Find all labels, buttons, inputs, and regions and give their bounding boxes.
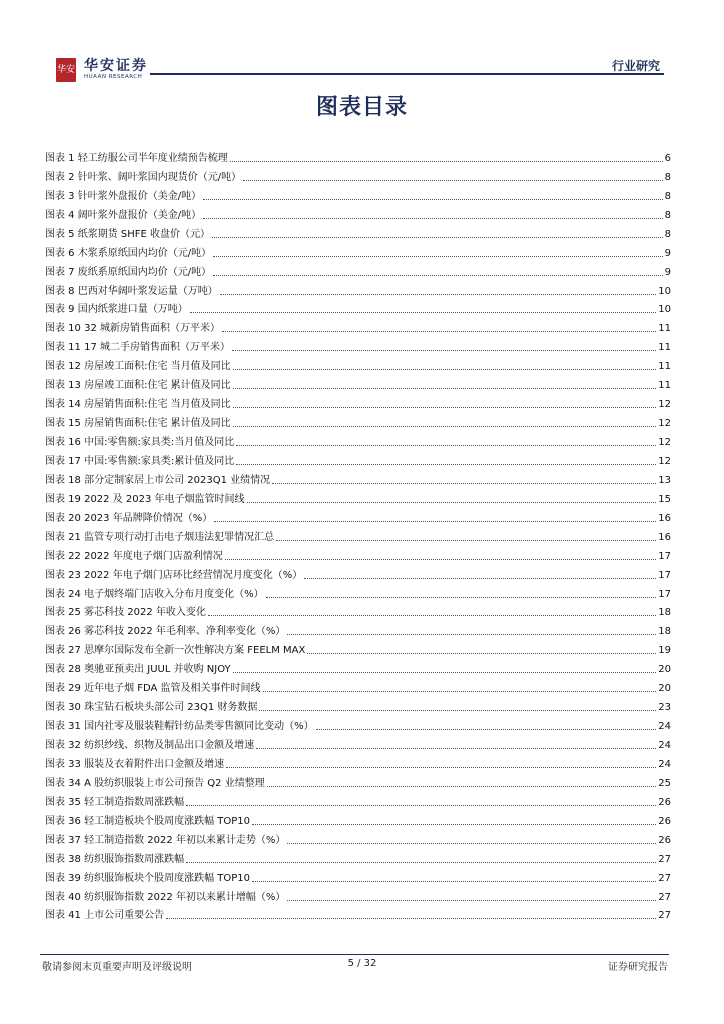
toc-entry-page: 23 bbox=[658, 702, 671, 714]
toc-entry-label: 图表 8 巴西对华阔叶浆发运量（万吨） bbox=[45, 285, 218, 297]
toc-leader-dots bbox=[276, 540, 656, 541]
toc-entry-page: 13 bbox=[658, 474, 671, 486]
toc-entry[interactable] bbox=[45, 771, 671, 790]
toc-entry[interactable] bbox=[45, 638, 671, 657]
toc-entry-label: 图表 4 阔叶浆外盘报价（美金/吨） bbox=[45, 209, 202, 221]
toc-leader-dots bbox=[233, 672, 657, 673]
toc-entry-page: 27 bbox=[658, 891, 671, 903]
toc-entry[interactable] bbox=[45, 222, 671, 241]
toc-entry-page: 20 bbox=[658, 683, 671, 695]
toc-leader-dots bbox=[213, 256, 663, 257]
toc-entry-page: 16 bbox=[658, 512, 671, 524]
brand-block bbox=[84, 59, 148, 81]
toc-entry-label: 图表 9 国内纸浆进口量（万吨） bbox=[45, 304, 188, 316]
toc-leader-dots bbox=[226, 767, 656, 768]
toc-entry-label: 图表 14 房屋销售面积:住宅 当月值及同比 bbox=[45, 399, 231, 411]
toc-entry-page: 26 bbox=[658, 815, 671, 827]
toc-entry-label: 图表 17 中国:零售额:家具类:累计值及同比 bbox=[45, 455, 235, 467]
toc-entry-page: 24 bbox=[658, 758, 671, 770]
toc-entry-label: 图表 36 轻工制造板块个股周度涨跌幅 TOP10 bbox=[45, 815, 250, 827]
toc-leader-dots bbox=[212, 237, 663, 238]
toc-entry-page: 12 bbox=[658, 455, 671, 467]
toc-entry[interactable] bbox=[45, 525, 671, 544]
toc-entry-page: 11 bbox=[658, 380, 671, 392]
toc-entry[interactable] bbox=[45, 468, 671, 487]
toc-entry[interactable] bbox=[45, 904, 671, 923]
toc-entry-label: 图表 33 服装及衣着附件出口金额及增速 bbox=[45, 758, 225, 770]
toc-entry-label: 图表 16 中国:零售额:家具类:当月值及同比 bbox=[45, 437, 235, 448]
toc-entry-label: 图表 29 近年电子烟 FDA 监管及相关事件时间线 bbox=[45, 683, 261, 695]
toc-entry-label: 图表 31 国内社零及服装鞋帽针纺品类零售额同比变动（%） bbox=[45, 721, 314, 733]
toc-entry-page: 24 bbox=[658, 721, 671, 733]
toc-entry[interactable] bbox=[45, 373, 671, 392]
toc-leader-dots bbox=[232, 350, 656, 351]
toc-entry-label: 图表 38 纺织服饰指数周涨跌幅 bbox=[45, 853, 185, 865]
toc-entry[interactable] bbox=[45, 354, 671, 373]
toc-entry-label: 图表 23 2022 年电子烟门店环比经营情况月度变化（%） bbox=[45, 569, 303, 581]
toc-entry[interactable] bbox=[45, 449, 671, 468]
toc-entry-page: 12 bbox=[658, 418, 671, 430]
page-title: 图表目录 bbox=[315, 95, 408, 120]
toc-leader-dots bbox=[307, 653, 656, 654]
toc-leader-dots bbox=[233, 426, 657, 427]
toc-entry[interactable] bbox=[45, 165, 671, 184]
toc-entry-page: 6 bbox=[664, 152, 671, 164]
toc-entry-label: 图表 40 纺织服饰指数 2022 年初以来累计增幅（%） bbox=[45, 891, 286, 903]
toc-entry-page: 17 bbox=[658, 569, 671, 581]
toc-leader-dots bbox=[263, 691, 657, 692]
toc-entry-label: 图表 21 监管专项行动打击电子烟违法犯罪情况汇总 bbox=[45, 531, 275, 543]
page-number: 5 / 32 bbox=[347, 958, 377, 969]
toc-entry-label: 图表 22 2022 年度电子烟门店盈利情况 bbox=[45, 550, 223, 562]
toc-entry-page: 26 bbox=[658, 834, 671, 846]
toc-leader-dots bbox=[220, 294, 657, 295]
toc-entry-page: 10 bbox=[658, 285, 671, 297]
brand-english: HUAAN RESEARCH bbox=[84, 74, 143, 80]
toc-entry-page: 10 bbox=[658, 304, 671, 316]
toc-entry-label: 图表 19 2022 及 2023 年电子烟监管时间线 bbox=[45, 493, 245, 505]
toc-leader-dots bbox=[256, 748, 656, 749]
toc-leader-dots bbox=[287, 843, 656, 844]
toc-leader-dots bbox=[252, 881, 656, 882]
toc-entry-label: 图表 26 雾芯科技 2022 年毛利率、净利率变化（%） bbox=[45, 626, 286, 638]
toc-leader-dots bbox=[287, 900, 656, 901]
toc-entry-page: 11 bbox=[658, 323, 671, 335]
toc-entry-label: 图表 11 17 城二手房销售面积（万平米） bbox=[45, 342, 230, 354]
toc-leader-dots bbox=[225, 559, 657, 560]
toc-entry-page: 18 bbox=[658, 626, 671, 638]
toc-entry-page: 15 bbox=[658, 493, 671, 505]
toc-entry[interactable] bbox=[45, 563, 671, 582]
toc-entry-label: 图表 13 房屋竣工面积:住宅 累计值及同比 bbox=[45, 380, 231, 392]
toc-entry[interactable] bbox=[45, 582, 671, 601]
toc-leader-dots bbox=[287, 634, 656, 635]
toc-entry-label: 图表 7 废纸系原纸国内均价（元/吨） bbox=[45, 266, 212, 278]
toc-entry-page: 12 bbox=[658, 437, 671, 448]
toc-entry-page: 27 bbox=[658, 872, 671, 884]
toc-entry[interactable] bbox=[45, 847, 671, 866]
toc-leader-dots bbox=[272, 483, 656, 484]
toc-entry[interactable] bbox=[45, 752, 671, 771]
toc-entry[interactable] bbox=[45, 146, 671, 165]
toc-entry-page: 26 bbox=[658, 796, 671, 808]
toc-entry[interactable] bbox=[45, 335, 671, 354]
toc-leader-dots bbox=[203, 218, 663, 219]
toc-entry-label: 图表 5 纸浆期货 SHFE 收盘价（元） bbox=[45, 228, 211, 240]
toc-leader-dots bbox=[233, 369, 657, 370]
footer-disclaimer: 敬请参阅末页重要声明及评级说明 bbox=[42, 962, 192, 973]
toc-entry-label: 图表 6 木浆系原纸国内均价（元/吨） bbox=[45, 247, 212, 259]
footer-divider bbox=[40, 954, 669, 955]
toc-entry-label: 图表 32 纺织纱线、织物及制品出口金额及增速 bbox=[45, 740, 255, 751]
toc-entry[interactable] bbox=[45, 203, 671, 222]
toc-entry-page: 8 bbox=[664, 190, 671, 202]
toc-entry[interactable] bbox=[45, 392, 671, 411]
toc-entry[interactable] bbox=[45, 601, 671, 620]
report-type: 证券研究报告 bbox=[608, 962, 668, 973]
toc-entry-label: 图表 34 A 股纺织服装上市公司预告 Q2 业绩整理 bbox=[45, 777, 265, 789]
toc-entry[interactable] bbox=[45, 430, 671, 449]
toc-entry-page: 9 bbox=[664, 266, 671, 278]
toc-entry-label: 图表 27 思摩尔国际发布全新一次性解决方案 FEELM MAX bbox=[45, 645, 306, 657]
toc-leader-dots bbox=[166, 918, 656, 919]
section-label: 行业研究 bbox=[611, 59, 660, 73]
toc-entry[interactable] bbox=[45, 866, 671, 885]
toc-entry[interactable] bbox=[45, 695, 671, 714]
toc-entry-label: 图表 25 雾芯科技 2022 年收入变化 bbox=[45, 607, 206, 619]
brand-name: 华安证券 bbox=[84, 58, 148, 74]
toc-leader-dots bbox=[186, 805, 656, 806]
toc-leader-dots bbox=[190, 312, 657, 313]
toc-leader-dots bbox=[267, 786, 657, 787]
toc-entry[interactable] bbox=[45, 714, 671, 733]
toc-leader-dots bbox=[316, 729, 657, 730]
page-header bbox=[0, 0, 724, 90]
toc-leader-dots bbox=[252, 824, 656, 825]
toc-entry-label: 图表 3 针叶浆外盘报价（美金/吨） bbox=[45, 190, 202, 202]
toc-entry-page: 8 bbox=[664, 209, 671, 221]
toc-entry-page: 17 bbox=[658, 550, 671, 562]
toc-entry[interactable] bbox=[45, 619, 671, 638]
toc-entry[interactable] bbox=[45, 298, 671, 317]
toc-entry-page: 12 bbox=[658, 399, 671, 411]
toc-entry-label: 图表 12 房屋竣工面积:住宅 当月值及同比 bbox=[45, 361, 231, 373]
toc-leader-dots bbox=[222, 331, 656, 332]
toc-leader-dots bbox=[236, 445, 656, 446]
toc-leader-dots bbox=[266, 597, 657, 598]
toc-entry-page: 19 bbox=[658, 645, 671, 657]
toc-entry-label: 图表 15 房屋销售面积:住宅 累计值及同比 bbox=[45, 418, 231, 430]
toc-entry-page: 16 bbox=[658, 531, 671, 543]
toc-entry-page: 27 bbox=[658, 910, 671, 922]
toc-leader-dots bbox=[243, 180, 663, 181]
toc-entry[interactable] bbox=[45, 260, 671, 279]
toc-entry-label: 图表 41 上市公司重要公告 bbox=[45, 910, 165, 922]
toc-entry-page: 8 bbox=[664, 228, 671, 240]
toc-entry-page: 25 bbox=[658, 777, 671, 789]
toc-entry[interactable] bbox=[45, 241, 671, 260]
toc-entry[interactable] bbox=[45, 733, 671, 752]
toc-entry[interactable] bbox=[45, 657, 671, 676]
toc-leader-dots bbox=[214, 521, 656, 522]
toc-entry-label: 图表 18 部分定制家居上市公司 2023Q1 业绩情况 bbox=[45, 474, 271, 486]
table-of-figures bbox=[45, 146, 671, 922]
toc-entry[interactable] bbox=[45, 544, 671, 563]
toc-entry-label: 图表 20 2023 年品牌降价情况（%） bbox=[45, 512, 213, 524]
toc-leader-dots bbox=[208, 615, 656, 616]
toc-leader-dots bbox=[304, 578, 656, 579]
toc-entry[interactable] bbox=[45, 184, 671, 203]
toc-entry[interactable] bbox=[45, 809, 671, 828]
toc-entry[interactable] bbox=[45, 316, 671, 335]
toc-entry[interactable] bbox=[45, 828, 671, 847]
toc-entry[interactable] bbox=[45, 885, 671, 904]
company-logo bbox=[56, 58, 148, 82]
toc-entry[interactable] bbox=[45, 487, 671, 506]
toc-entry-label: 图表 24 电子烟终端门店收入分布月度变化（%） bbox=[45, 588, 264, 600]
toc-entry-page: 11 bbox=[658, 342, 671, 354]
toc-entry-label: 图表 10 32 城新房销售面积（万平米） bbox=[45, 323, 220, 335]
toc-entry[interactable] bbox=[45, 676, 671, 695]
toc-leader-dots bbox=[247, 502, 657, 503]
toc-entry-page: 27 bbox=[658, 853, 671, 865]
toc-entry-label: 图表 1 轻工纺服公司半年度业绩预告梳理 bbox=[45, 152, 228, 164]
toc-entry-page: 17 bbox=[658, 588, 671, 600]
toc-entry-label: 图表 30 珠宝钻石板块头部公司 23Q1 财务数据 bbox=[45, 702, 258, 714]
toc-entry[interactable] bbox=[45, 790, 671, 809]
toc-entry-page: 18 bbox=[658, 607, 671, 619]
toc-entry-label: 图表 35 轻工制造指数周涨跌幅 bbox=[45, 796, 185, 808]
toc-entry[interactable] bbox=[45, 411, 671, 430]
toc-leader-dots bbox=[236, 464, 656, 465]
logo-seal-icon: 华安 bbox=[56, 58, 76, 82]
toc-leader-dots bbox=[233, 407, 657, 408]
toc-leader-dots bbox=[203, 199, 663, 200]
toc-entry-label: 图表 28 奥驰亚预卖出 JUUL 并收购 NJOY bbox=[45, 664, 231, 676]
toc-entry[interactable] bbox=[45, 279, 671, 298]
toc-entry-label: 图表 37 轻工制造指数 2022 年初以来累计走势（%） bbox=[45, 834, 286, 846]
toc-entry-page: 24 bbox=[658, 740, 671, 751]
toc-leader-dots bbox=[233, 388, 657, 389]
toc-entry-label: 图表 39 纺织服饰板块个股周度涨跌幅 TOP10 bbox=[45, 872, 250, 884]
header-divider bbox=[150, 73, 664, 75]
toc-entry-label: 图表 2 针叶浆、阔叶浆国内现货价（元/吨） bbox=[45, 171, 242, 183]
toc-entry-page: 20 bbox=[658, 664, 671, 676]
toc-leader-dots bbox=[230, 161, 663, 162]
toc-entry-page: 9 bbox=[664, 247, 671, 259]
toc-leader-dots bbox=[259, 710, 656, 711]
toc-entry-page: 8 bbox=[664, 171, 671, 183]
toc-entry[interactable] bbox=[45, 506, 671, 525]
toc-leader-dots bbox=[186, 862, 656, 863]
toc-leader-dots bbox=[213, 275, 663, 276]
toc-entry-page: 11 bbox=[658, 361, 671, 373]
